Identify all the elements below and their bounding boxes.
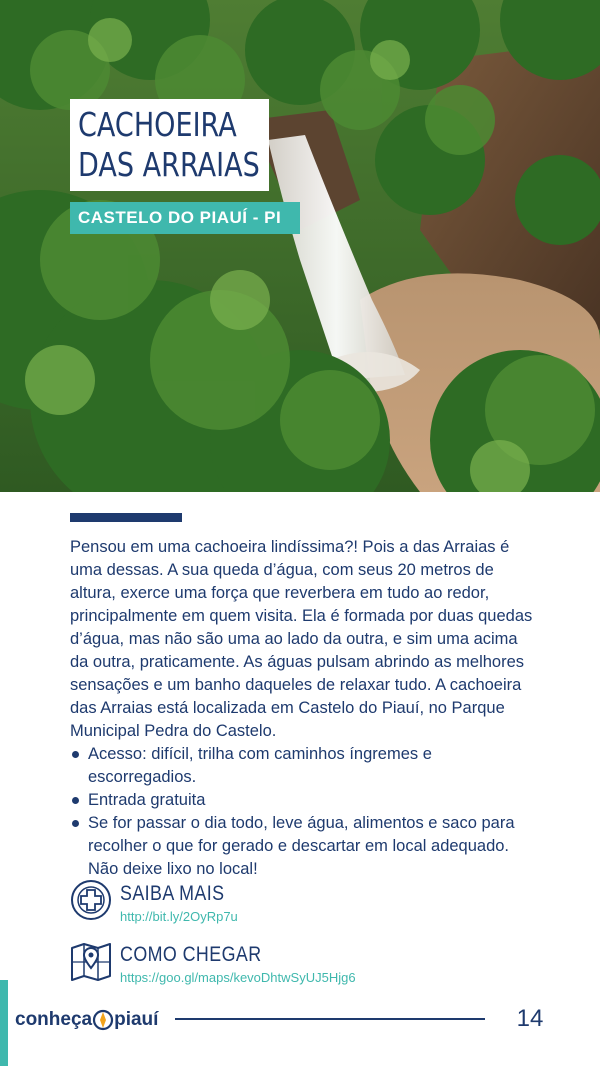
page-title-line-2: DAS ARRAIAS: [78, 145, 260, 184]
compass-icon: [92, 1009, 114, 1031]
accent-divider: [70, 513, 182, 522]
list-item: Entrada gratuita: [70, 789, 540, 812]
list-item: Se for passar o dia todo, leve água, alimentos e saco para recolher o que for gerado e descartar em local adequado. Não deixe lixo no local!: [70, 812, 540, 881]
list-item: Acesso: difícil, trilha com caminhos íngremes e escorregadios.: [70, 743, 540, 789]
location-badge: [70, 202, 300, 234]
brand-text-part-1: conheça: [15, 1009, 93, 1030]
como-chegar-label: COMO CHEGAR: [120, 943, 262, 966]
article-paragraph: Pensou em uma cachoeira lindíssima?! Pois a das Arraias é uma dessas. A sua queda d’água, com seus 20 metros de altura, exerce uma força que reverbera em tudo ao redor, principalmente em quem visita. Ela é formada por duas quedas d’água, mas não são uma ao lado da outra, e sim uma acima da outra, praticamente. As águas pulsam abrindo as melhores sensações e um banho daqueles de relaxar tudo. A cachoeira das Arraias está localizada em Castelo do Piauí, no Parque Municipal Pedra do Castelo.: [70, 538, 533, 740]
plus-circle-icon: [70, 879, 112, 921]
article-body: [70, 536, 540, 881]
brand-logo: [15, 1006, 158, 1034]
como-chegar-url[interactable]: https://goo.gl/maps/kevoDhtwSyUJ5Hjg6: [120, 970, 356, 985]
hero-photo: [0, 0, 600, 492]
saiba-mais-url[interactable]: http://bit.ly/2OyRp7u: [120, 909, 238, 924]
location-label: CASTELO DO PIAUÍ - PI: [78, 208, 282, 227]
page-title-line-1: CACHOEIRA: [78, 105, 237, 144]
map-pin-icon: [70, 940, 112, 982]
waterfall-illustration: [0, 0, 600, 492]
tips-list: [70, 743, 540, 881]
page-number: 14: [516, 1005, 544, 1032]
saiba-mais-label: SAIBA MAIS: [120, 882, 225, 905]
title-box: [70, 99, 269, 191]
brand-text-part-2: piauí: [114, 1009, 159, 1030]
footer-accent-stripe: [0, 980, 8, 1066]
footer-divider: [175, 1018, 485, 1020]
page-footer: [0, 980, 600, 1066]
